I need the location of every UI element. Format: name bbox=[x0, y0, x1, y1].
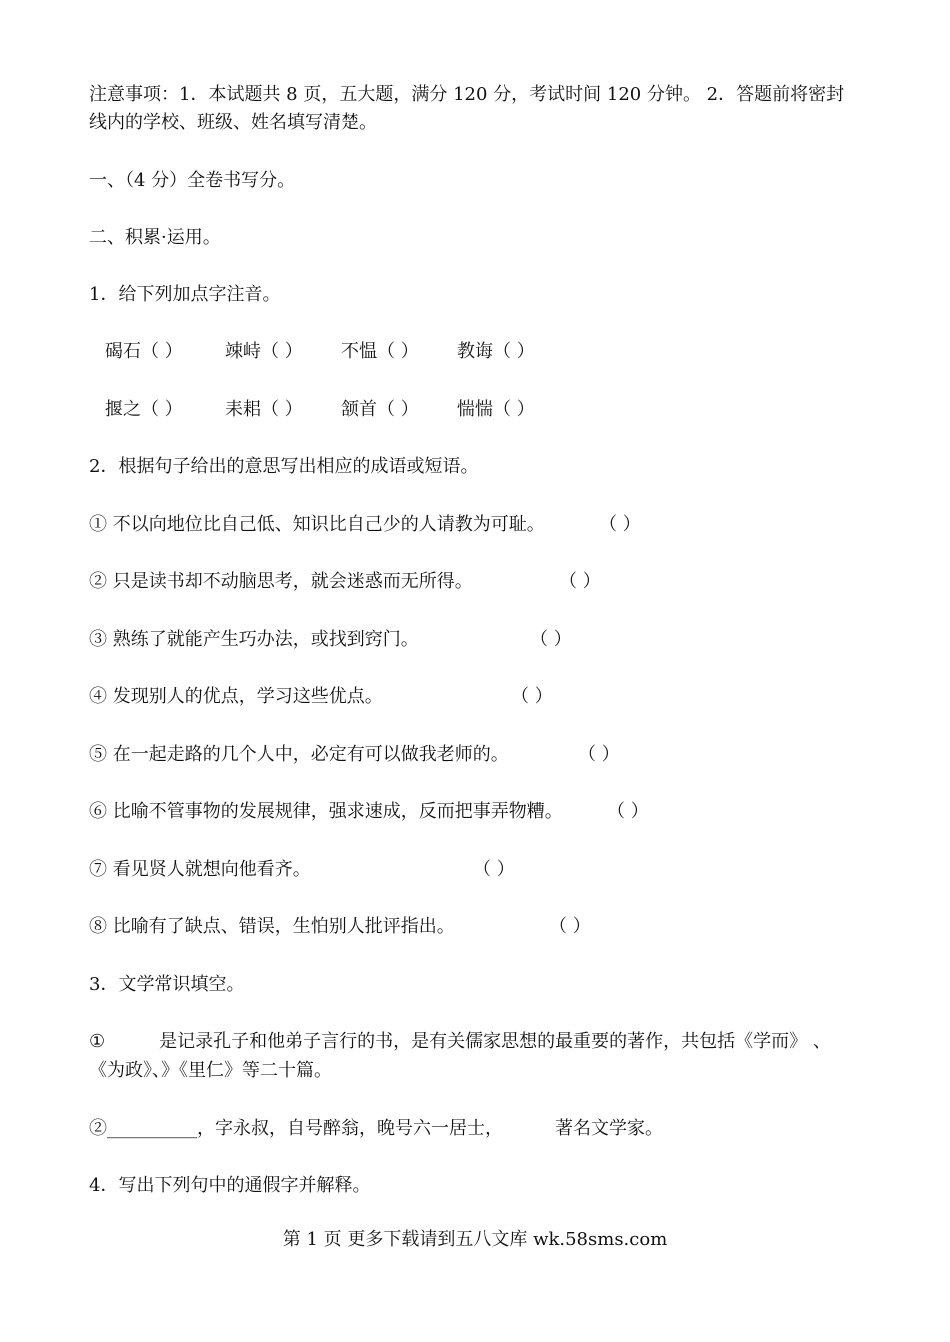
answer-blank: （ ） bbox=[599, 514, 641, 535]
answer-blank: （ ） bbox=[559, 571, 601, 592]
idiom-item bbox=[89, 740, 620, 770]
question-3-title: 3．文学常识填空。 bbox=[89, 974, 245, 995]
answer-blank: （ ） bbox=[549, 916, 591, 937]
question-4-title: 4．写出下列句中的通假字并解释。 bbox=[89, 1175, 371, 1196]
idiom-text: ⑤ 在一起走路的几个人中，必定有可以做我老师的。 bbox=[89, 744, 509, 765]
idiom-item bbox=[89, 682, 553, 712]
literature-item-1-cont: 《为政》、》《里仁》等二十篇。 bbox=[89, 1060, 332, 1081]
idiom-text: ① 不以向地位比自己低、知识比自己少的人请教为可耻。 bbox=[89, 514, 545, 535]
idiom-item bbox=[89, 912, 591, 942]
idiom-item bbox=[89, 510, 641, 540]
notice-line-2: 线内的学校、班级、姓名填写清楚。 bbox=[89, 112, 377, 133]
idiom-text: ③ 熟练了就能产生巧办法，或找到窍门。 bbox=[89, 629, 419, 650]
answer-blank: （ ） bbox=[578, 744, 620, 765]
literature-text: 是记录孔子和他弟子言行的书，是有关儒家思想的最重要的著作，共包括《学而》 、 bbox=[159, 1031, 831, 1052]
pinyin-item: 揠之（ ） bbox=[105, 399, 183, 420]
pinyin-item: 碣石（ ） bbox=[105, 341, 183, 362]
answer-blank: （ ） bbox=[607, 801, 649, 822]
answer-blank: （ ） bbox=[530, 629, 572, 650]
answer-blank: （ ） bbox=[511, 686, 553, 707]
page-footer: 第 1 页 更多下载请到五八文库 wk.58sms.com bbox=[282, 1229, 668, 1250]
pinyin-row-2 bbox=[105, 395, 535, 425]
section-1-heading: 一、（4 分）全卷书写分。 bbox=[89, 170, 296, 191]
literature-text: 著名文学家。 bbox=[555, 1118, 663, 1139]
notice-line-1: 注意事项：1．本试题共 8 页，五大题，满分 120 分，考试时间 120 分钟。 2．答题前将密封 bbox=[89, 84, 845, 105]
pinyin-item: 竦峙（ ） bbox=[225, 341, 303, 362]
idiom-text: ⑧ 比喻有了缺点、错误，生怕别人批评指出。 bbox=[89, 916, 455, 937]
literature-item-2 bbox=[89, 1114, 663, 1144]
pinyin-item: 教诲（ ） bbox=[457, 341, 535, 362]
literature-text: ②__________，字永叔，自号醉翁，晚号六一居士， bbox=[89, 1118, 503, 1139]
idiom-text: ② 只是读书却不动脑思考，就会迷惑而无所得。 bbox=[89, 571, 473, 592]
idiom-item bbox=[89, 797, 649, 827]
idiom-text: ④ 发现别人的优点，学习这些优点。 bbox=[89, 686, 383, 707]
pinyin-item: 不愠（ ） bbox=[341, 341, 419, 362]
idiom-item bbox=[89, 855, 515, 885]
idiom-text: ⑥ 比喻不管事物的发展规律，强求速成，反而把事弄物糟。 bbox=[89, 801, 563, 822]
pinyin-row-1 bbox=[105, 337, 535, 367]
item-number: ① bbox=[89, 1031, 106, 1052]
literature-item-1 bbox=[89, 1027, 831, 1057]
idiom-item bbox=[89, 567, 601, 597]
pinyin-item: 惴惴（ ） bbox=[457, 399, 535, 420]
pinyin-item: 耒耜（ ） bbox=[225, 399, 303, 420]
section-2-heading: 二、积累·运用。 bbox=[89, 227, 221, 248]
answer-blank: （ ） bbox=[473, 859, 515, 880]
question-1-title: 1．给下列加点字注音。 bbox=[89, 284, 281, 305]
idiom-text: ⑦ 看见贤人就想向他看齐。 bbox=[89, 859, 311, 880]
idiom-item bbox=[89, 625, 572, 655]
question-2-title: 2．根据句子给出的意思写出相应的成语或短语。 bbox=[89, 456, 479, 477]
pinyin-item: 颔首（ ） bbox=[341, 399, 419, 420]
